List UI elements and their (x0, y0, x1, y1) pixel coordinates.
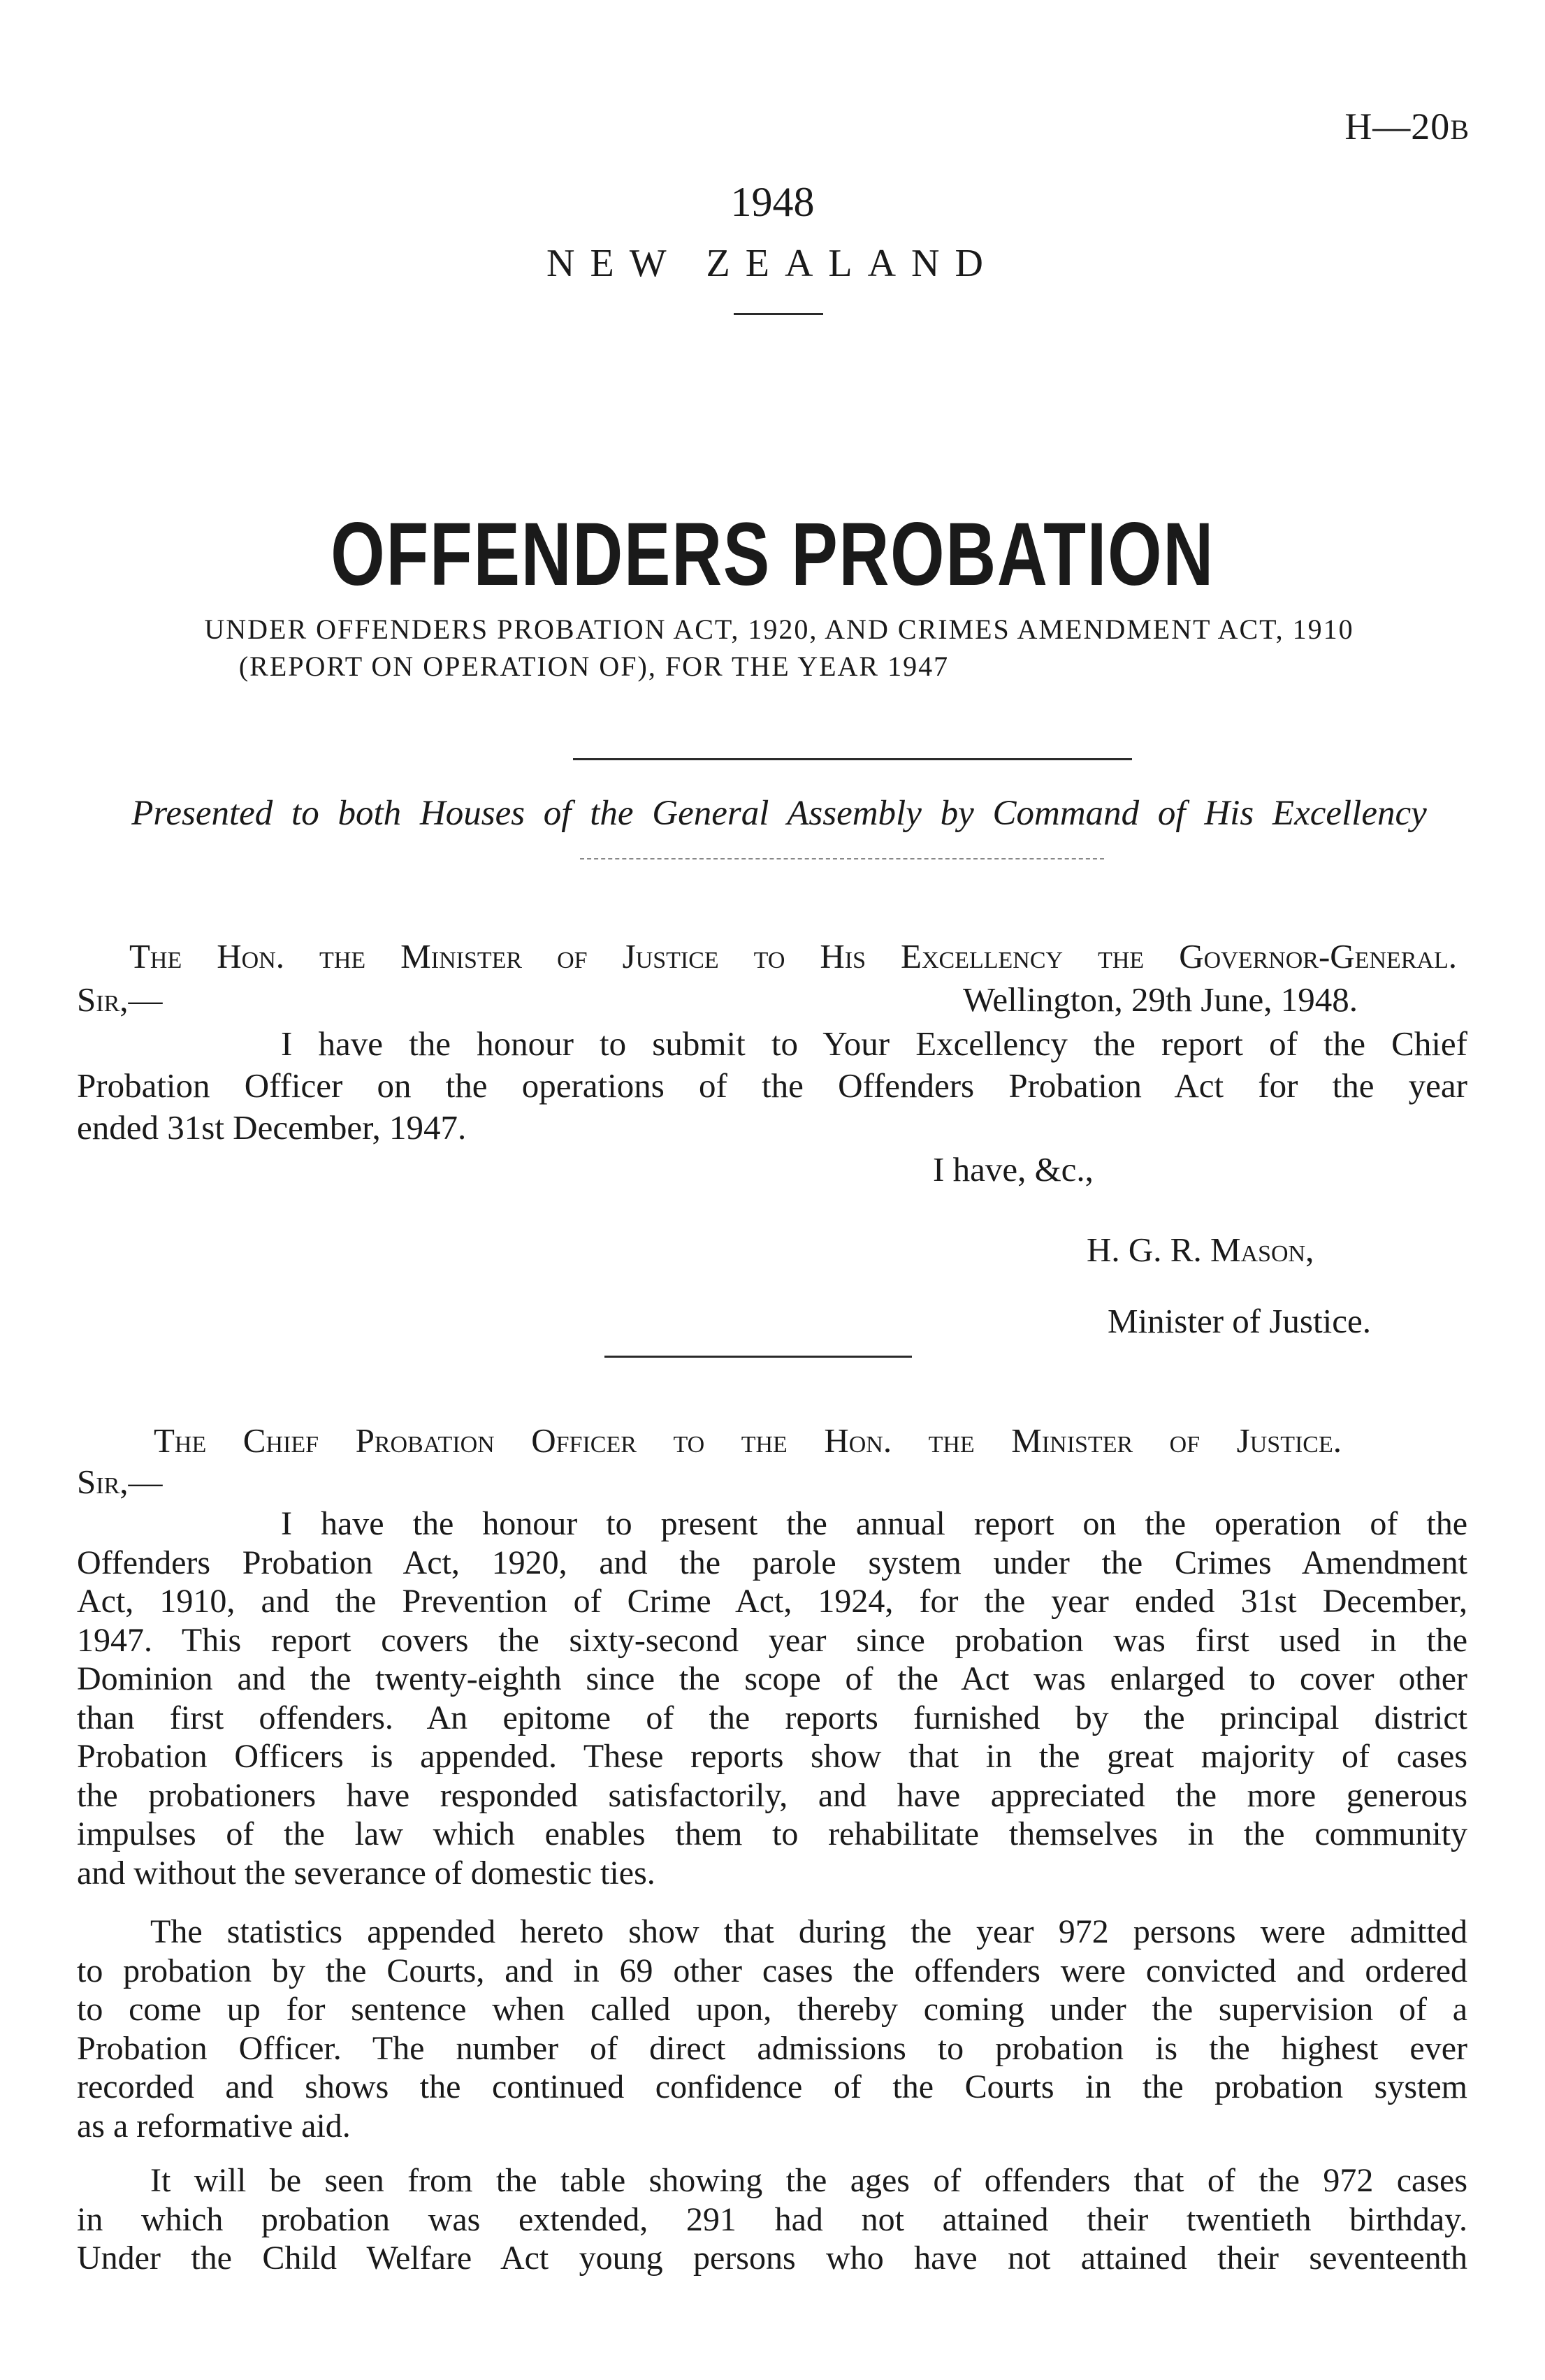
document-reference (1344, 105, 1470, 148)
paragraph-line: It will be seen from the table showing the ages of offenders that of the 972 cases (150, 2162, 1467, 2199)
paragraph-line: impulses of the law which enables them to rehabilitate themselves in the community (77, 1815, 1467, 1852)
paragraph-line: I have the honour to present the annual report on the operation of the (281, 1505, 1467, 1542)
paragraph-line: in which probation was extended, 291 had not attained their twentieth birthday. (77, 2200, 1467, 2238)
report-paragraph-1 (77, 1504, 1467, 1892)
paragraph-line: the probationers have responded satisfactorily, and have appreciated the more generous (77, 1776, 1467, 1814)
report-subtitle-line-1: UNDER OFFENDERS PROBATION ACT, 1920, AND CRIMES AMENDMENT ACT, 1910 (204, 614, 1354, 645)
paragraph-line: 1947. This report covers the sixty-second year since probation was first used in the (77, 1621, 1467, 1659)
report-addressee: The Chief Probation Officer to the Hon. the Minister of Justice. (154, 1421, 1342, 1460)
report-paragraph-2 (77, 1913, 1467, 2145)
salutation: Sir,— (77, 1463, 163, 1501)
paragraph-line: Probation Officer. The number of direct admissions to probation is the highest ever (77, 2029, 1467, 2067)
closing: I have, &c., (933, 1150, 1094, 1189)
paragraph-line: Under the Child Welfare Act young persons who have not attained their seventeenth (77, 2240, 1467, 2277)
paragraph-line: recorded and shows the continued confidence of the Courts in the probation system (77, 2068, 1467, 2105)
letter-body-line: Probation Officer on the operations of the Offenders Probation Act for the year (77, 1066, 1467, 1105)
salutation: Sir,— (77, 980, 163, 1019)
paragraph-line: The statistics appended hereto show that during the year 972 persons were admitted (150, 1913, 1467, 1950)
paragraph-line: than first offenders. An epitome of the reports furnished by the principal district (77, 1699, 1467, 1736)
report-title: OFFENDERS PROBATION (331, 505, 1214, 604)
divider (573, 758, 1132, 760)
divider (580, 858, 1104, 859)
report-subtitle-line-2: (REPORT ON OPERATION OF), FOR THE YEAR 1947 (238, 651, 950, 682)
letter-addressee: The Hon. the Minister of Justice to His Excellency the Governor-General. (129, 937, 1457, 975)
letter-body-line: I have the honour to submit to Your Excellency the report of the Chief (281, 1024, 1467, 1063)
letter-body-line: ended 31st December, 1947. (77, 1108, 467, 1147)
report-paragraph-3 (77, 2161, 1467, 2278)
paragraph-line: and without the severance of domestic ties. (77, 1854, 655, 1892)
paragraph-line: Act, 1910, and the Prevention of Crime Act, 1924, for the year ended 31st December, (77, 1583, 1467, 1620)
place-and-date: Wellington, 29th June, 1948. (963, 980, 1358, 1019)
divider (604, 1356, 912, 1358)
paragraph-line: to probation by the Courts, and in 69 other cases the offenders were convicted and ordered (77, 1952, 1467, 1989)
paragraph-line: Probation Officers is appended. These reports show that in the great majority of cases (77, 1738, 1467, 1775)
paragraph-line: Offenders Probation Act, 1920, and the parole system under the Crimes Amendment (77, 1544, 1467, 1581)
divider (734, 313, 823, 315)
document-reference-main: H—20 (1344, 106, 1451, 147)
paragraph-line: to come up for sentence when called upon, thereby coming under the supervision of a (77, 1991, 1467, 2028)
signatory-title: Minister of Justice. (1108, 1302, 1371, 1340)
paragraph-line: as a reformative aid. (77, 2107, 351, 2145)
signatory-name: H. G. R. Mason, (1087, 1231, 1314, 1269)
presentation-statement: Presented to both Houses of the General Assembly by Command of His Excellency (131, 794, 1427, 833)
publication-year: 1948 (730, 179, 815, 225)
document-reference-sub: B (1450, 114, 1470, 145)
country-heading: NEW ZEALAND (546, 242, 999, 285)
paragraph-line: Dominion and the twenty-eighth since the scope of the Act was enlarged to cover other (77, 1660, 1467, 1697)
